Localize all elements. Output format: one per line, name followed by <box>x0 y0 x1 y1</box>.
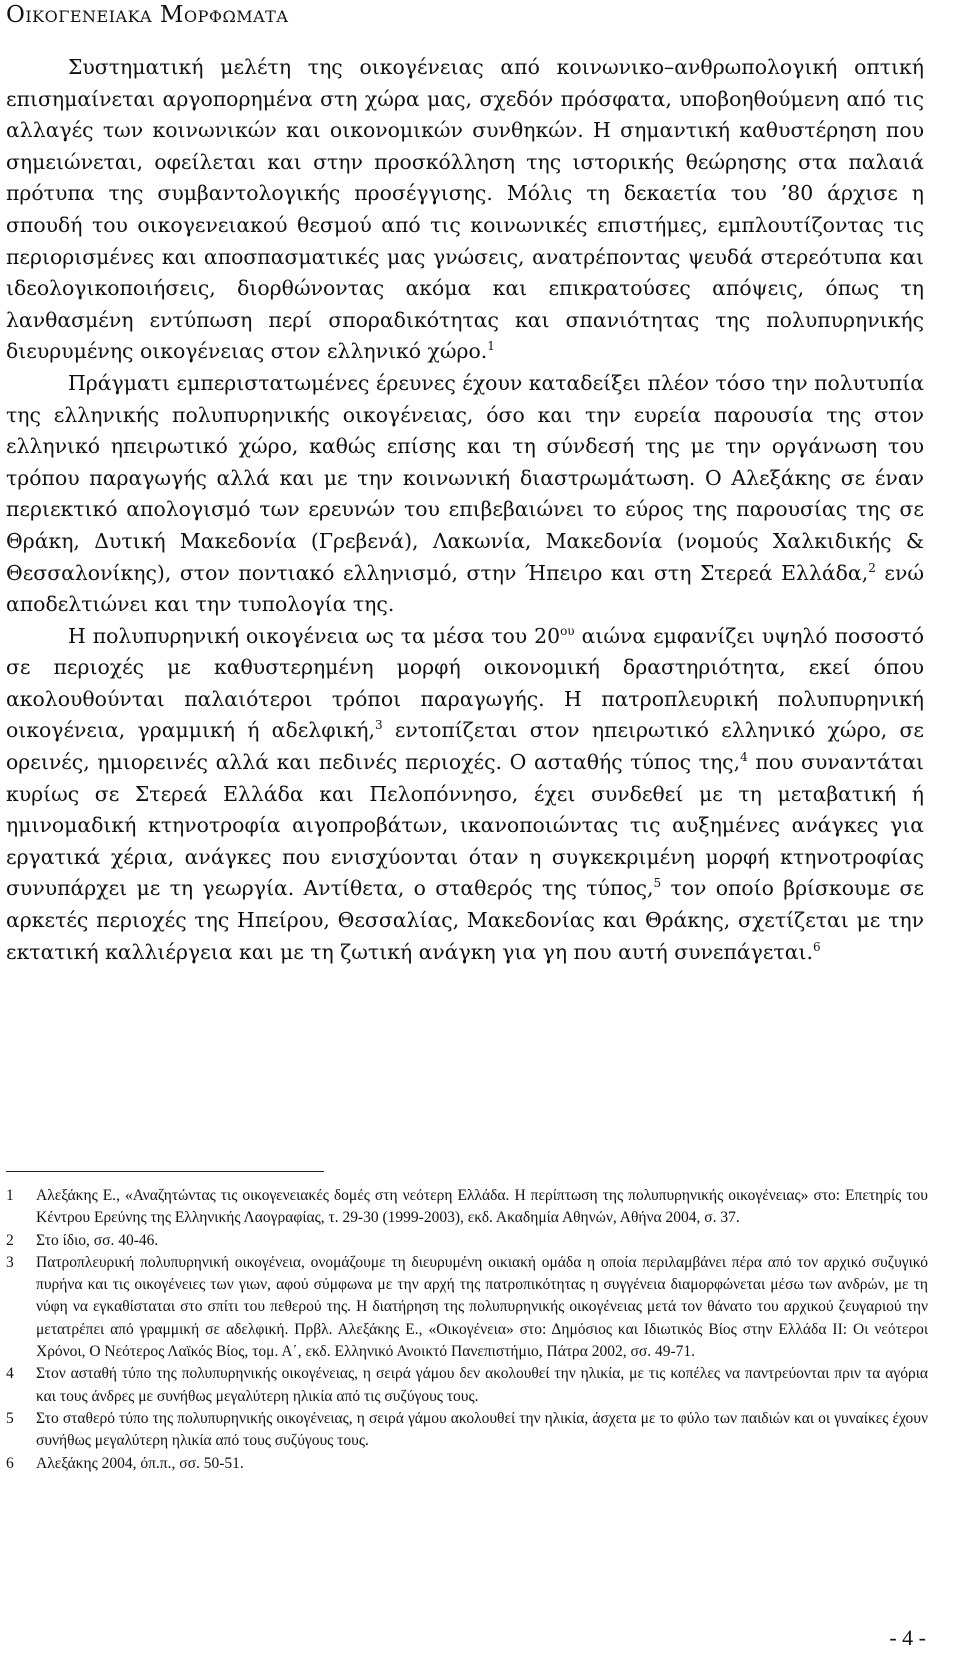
footnote-number: 1 <box>6 1187 14 1204</box>
footnote-text: Αλεξάκης 2004, όπ.π., σσ. 50-51. <box>36 1454 244 1472</box>
paragraph-3-text-c: εντοπίζεται στον ηπειρωτικό ελληνικό χώρο, σε ορεινές, ημιορεινές αλλά και πεδινές περιοχές. Ο ασταθής τύπος της, <box>6 718 924 775</box>
footnote-5 <box>6 1408 928 1453</box>
paragraph-1 <box>6 52 924 368</box>
footnote-4 <box>6 1363 928 1408</box>
footnote-ref-4[interactable]: 4 <box>740 750 748 765</box>
footnote-text: Πατροπλευρική πολυπυρηνική οικογένεια, ονομάζουμε τη διευρυμένη οικιακή ομάδα η οποία περιλαμβάνει πέρα από τον αρχικό συζυγικό πυρήνα και τις οικογένειες των γιων, αφού σύμφωνα με την αρχή της πατροπικότητας η συγγένεια διαμορφώνεται μέσω των ανδρών, με τη νύφη να εγκαθίσταται στο σπίτι του πεθερού της. Η διατήρηση της πολυπυρηνικής οικογένειας μετά τον θάνατο του αρχικού ζευγαριού την μετατρέπει από γραμμική σε αδελφική. Πρβλ. Αλεξάκης Ε., «Οικογένεια» στο: Δημόσιος και Ιδιωτικός Βίος στην Ελλάδα ΙΙ: Οι νεότεροι Χρόνοι, Ο Νεότερος Λαϊκός Βίος, τομ. Α΄, εκδ. Ελληνικό Ανοικτό Πανεπιστήμιο, Πάτρα 2002, σσ. 49-71. <box>36 1253 928 1361</box>
footnotes <box>6 1185 928 1475</box>
paragraph-1-text: Συστηματική μελέτη της οικογένειας από κοινωνικο–ανθρωπολογική οπτική επισημαίνεται αργοπορημένα στη χώρα μας, σχεδόν πρόσφατα, υποβοηθούμενη από τις αλλαγές των κοινωνικών και οικονομικών συνθηκών. Η σημαντική καθυστέρηση που σημειώνεται, οφείλεται και στην προσκόλληση της ιστορικής θεώρησης στα παλαιά πρότυπα της συμβαντολογικής προσέγγισης. Μόλις τη δεκαετία του ’80 άρχισε η σπουδή του οικογενειακού θεσμού από τις κοινωνικές επιστήμες, εμπλουτίζοντας τις περιορισμένες και αποσπασματικές μας γνώσεις, ανατρέποντας ψευδά στερεότυπα και ιδεολογικοποιήσεις, διορθώνοντας ακόμα και επικρατούσες απόψεις, όπως τη λανθασμένη εντύπωση περί σποραδικότητας και σπανιότητας της πολυπυρηνικής διευρυμένης οικογένειας στον ελληνικό χώρο. <box>6 55 924 364</box>
paragraph-3-text-d: που συναντάται κυρίως σε Στερεά Ελλάδα και Πελοπόννησο, έχει συνδεθεί με τη μεταβατική ή ημινομαδική κτηνοτροφία αιγοπροβάτων, ικανοποιώντας τις αυξημένες ανάγκες για εργατικά χέρια, ανάγκες που ενισχύονται όταν η συγκεκριμένη μορφή κτηνοτροφίας συνυπάρχει με τη γεωργία. Αντίθετα, ο σταθερός της τύπος, <box>6 750 924 901</box>
footnote-text: Στο ίδιο, σσ. 40-46. <box>36 1231 159 1249</box>
paragraph-3-text-b: αιώνα εμφανίζει υψηλό ποσοστό σε περιοχές με καθυστερημένη μορφή οικονομική δραστηριότητα, εκεί όπου ακολουθούνται παλαιότεροι τρόποι παραγωγής. Η πατροπλευρική πολυπυρηνική οικογένεια, γραμμική ή αδελφική, <box>6 623 924 743</box>
footnote-number: 6 <box>6 1454 14 1472</box>
footnote-ref-2[interactable]: 2 <box>868 560 876 575</box>
paragraph-2 <box>6 368 924 621</box>
footnote-text: Αλεξάκης Ε., «Αναζητώντας τις οικογενειακές δομές στη νεότερη Ελλάδα. Η περίπτωση της πολυπυρηνικής οικογένειας» στο: Επετηρίς του Κέντρου Ερεύνης της Ελληνικής Λαογραφίας, τ. 29-30 (1999-2003), εκδ. Ακαδημία Αθηνών, Αθήνα 2004, σ. 37. <box>36 1187 928 1227</box>
footnote-text: Στο σταθερό τύπο της πολυπυρηνικής οικογένειας, η σειρά γάμου ακολουθεί την ηλικία, άσχετα με το φύλο των παιδιών και οι γυναίκες έχουν συνήθως μεγαλύτερη ηλικία από τους συζύγους τους. <box>36 1409 928 1450</box>
paragraph-2-text-b: ενώ αποδελτιώνει και την τυπολογία της. <box>6 560 924 617</box>
section-heading: Οικογενειακα Μορφωματα <box>6 2 289 28</box>
century-superscript: ου <box>560 623 575 638</box>
paragraph-3-text-a: Η πολυπυρηνική οικογένεια ως τα μέσα του 20 <box>68 623 561 648</box>
footnote-3 <box>6 1252 928 1363</box>
footnote-number: 3 <box>6 1253 14 1271</box>
body-text <box>6 52 924 968</box>
footnote-number: 5 <box>6 1409 14 1427</box>
footnote-ref-1[interactable]: 1 <box>487 339 495 354</box>
footnote-2 <box>6 1230 928 1252</box>
paragraph-2-text-a: Πράγματι εμπεριστατωμένες έρευνες έχουν καταδείξει πλέον τόσο την πολυτυπία της ελληνικής πολυπυρηνικής οικογένειας, όσο και την ευρεία παρουσία της στον ελληνικό ηπειρωτικό χώρο, καθώς επίσης και τη σύνδεσή της με την οργάνωση του τρόπου παραγωγής αλλά και με την κοινωνική διαστρωμάτωση. Ο Αλεξάκης σε έναν περιεκτικό απολογισμό των ερευνών του επιβεβαιώνει το εύρος της παρουσίας της σε Θράκη, Δυτική Μακεδονία (Γρεβενά), Λακωνία, Μακεδονία (νομούς Χαλκιδικής & Θεσσαλονίκης), στον ποντιακό ελληνισμό, στην Ήπειρο και στη Στερεά Ελλάδα, <box>6 370 924 585</box>
footnote-text: Στον ασταθή τύπο της πολυπυρηνικής οικογένειας, η σειρά γάμου δεν ακολουθεί την ηλικία, με τις κοπέλες να παντρεύονται πριν τα αγόρια και τους άνδρες με συνήθως μεγαλύτερη ηλικία από τις συζύγους τους. <box>36 1365 928 1405</box>
page-number: - 4 - <box>889 1625 926 1650</box>
footnote-number: 4 <box>6 1365 14 1383</box>
footnote-ref-5[interactable]: 5 <box>653 876 662 891</box>
footnote-1 <box>6 1185 928 1230</box>
footnote-ref-3[interactable]: 3 <box>374 718 383 733</box>
footnote-number: 2 <box>6 1231 14 1249</box>
paragraph-3-text-e: τον οποίο βρίσκουμε σε αρκετές περιοχές της Ηπείρου, Θεσσαλίας, Μακεδονίας και Θράκης, σχετίζεται με την εκτατική καλλιέργεια και με τη ζωτική ανάγκη για γη που αυτή συνεπάγεται. <box>6 876 924 964</box>
footnote-separator <box>6 1171 324 1172</box>
footnote-ref-6[interactable]: 6 <box>812 939 821 954</box>
footnote-6 <box>6 1453 928 1475</box>
paragraph-3 <box>6 621 924 969</box>
